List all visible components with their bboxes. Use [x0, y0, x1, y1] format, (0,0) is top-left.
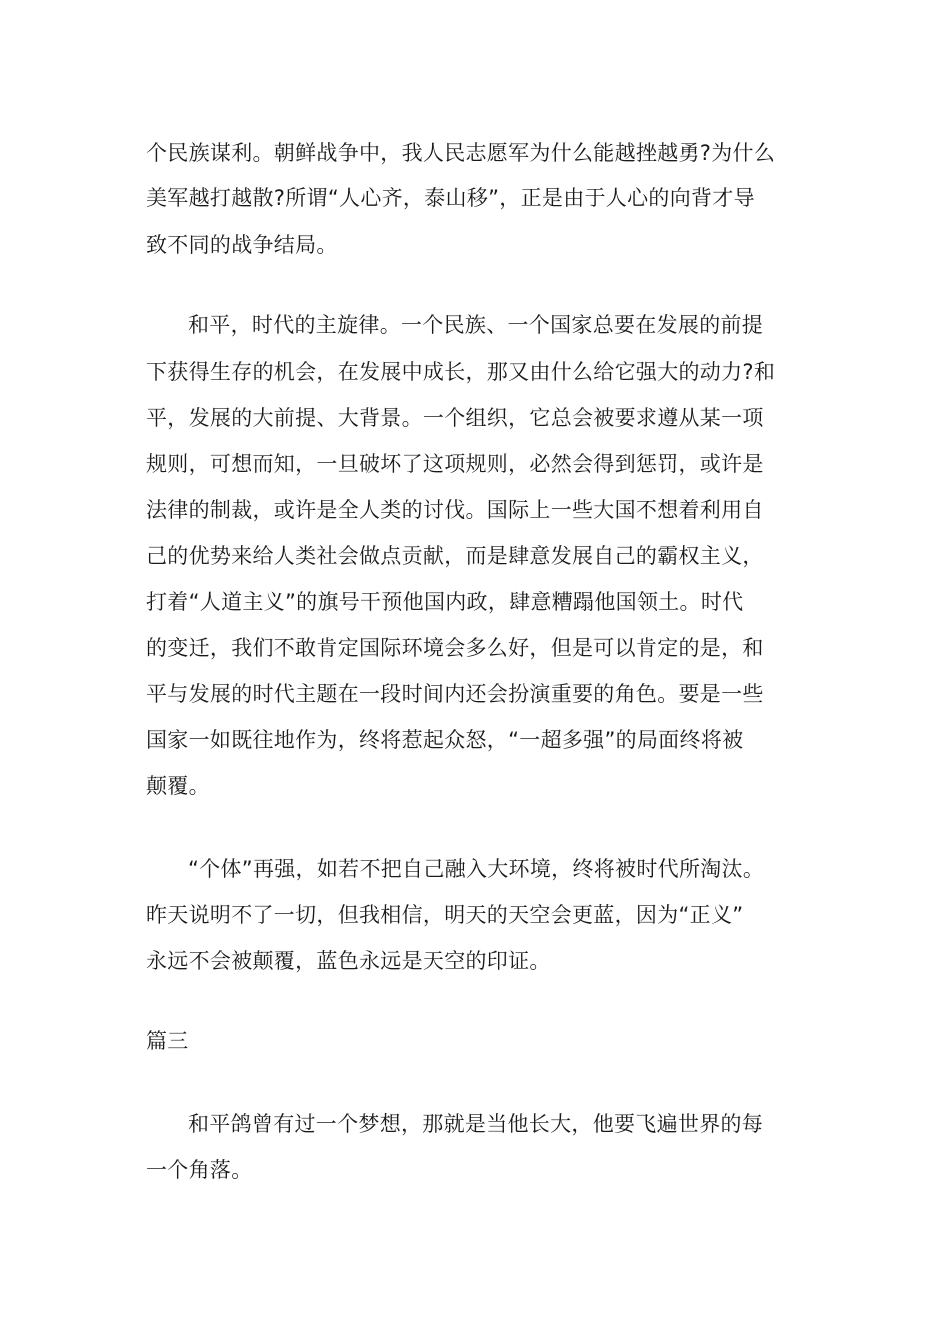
text-line: 永远不会被颠覆，蓝色永远是天空的印证。 [146, 949, 551, 973]
text-line: 国家一如既往地作为，终将惹起众怒，“一超多强”的局面终将被 [146, 728, 744, 752]
text-line: 致不同的战争结局。 [146, 233, 338, 257]
text-line: 的变迁，我们不敢肯定国际环境会多么好，但是可以肯定的是，和 [146, 636, 764, 660]
text-line: 和平鸽曾有过一个梦想，那就是当他长大，他要飞遍世界的每 [188, 1112, 764, 1136]
text-line: 美军越打越散?所谓“人心齐，泰山移”，正是由于人心的向背才导 [146, 186, 755, 210]
text-line: 颠覆。 [146, 774, 210, 798]
text-line: 下获得生存的机会，在发展中成长，那又由什么给它强大的动力?和 [146, 360, 776, 384]
text-line: 己的优势来给人类社会做点贡献，而是肆意发展自己的霸权主义， [146, 544, 764, 568]
text-line: 法律的制裁，或许是全人类的讨伐。国际上一些大国不想着利用自 [146, 498, 764, 522]
text-line: 一个角落。 [146, 1158, 253, 1182]
text-line: 平，发展的大前提、大背景。一个组织，它总会被要求遵从某一项 [146, 406, 764, 430]
text-line: “个体”再强，如若不把自己融入大环境，终将被时代所淘汰。 [188, 857, 765, 881]
text-line: 和平，时代的主旋律。一个民族、一个国家总要在发展的前提 [188, 313, 764, 337]
text-line: 平与发展的时代主题在一段时间内还会扮演重要的角色。要是一些 [146, 682, 764, 706]
text-line: 打着“人道主义”的旗号干预他国内政，肆意糟蹋他国领土。时代 [146, 590, 744, 614]
text-line: 规则，可想而知，一旦破坏了这项规则，必然会得到惩罚，或许是 [146, 452, 764, 476]
section-heading: 篇三 [146, 1029, 189, 1053]
text-line: 个民族谋利。朝鲜战争中，我人民志愿军为什么能越挫越勇?为什么 [146, 141, 776, 165]
text-line: 昨天说明不了一切，但我相信，明天的天空会更蓝，因为“正义” [146, 903, 744, 927]
